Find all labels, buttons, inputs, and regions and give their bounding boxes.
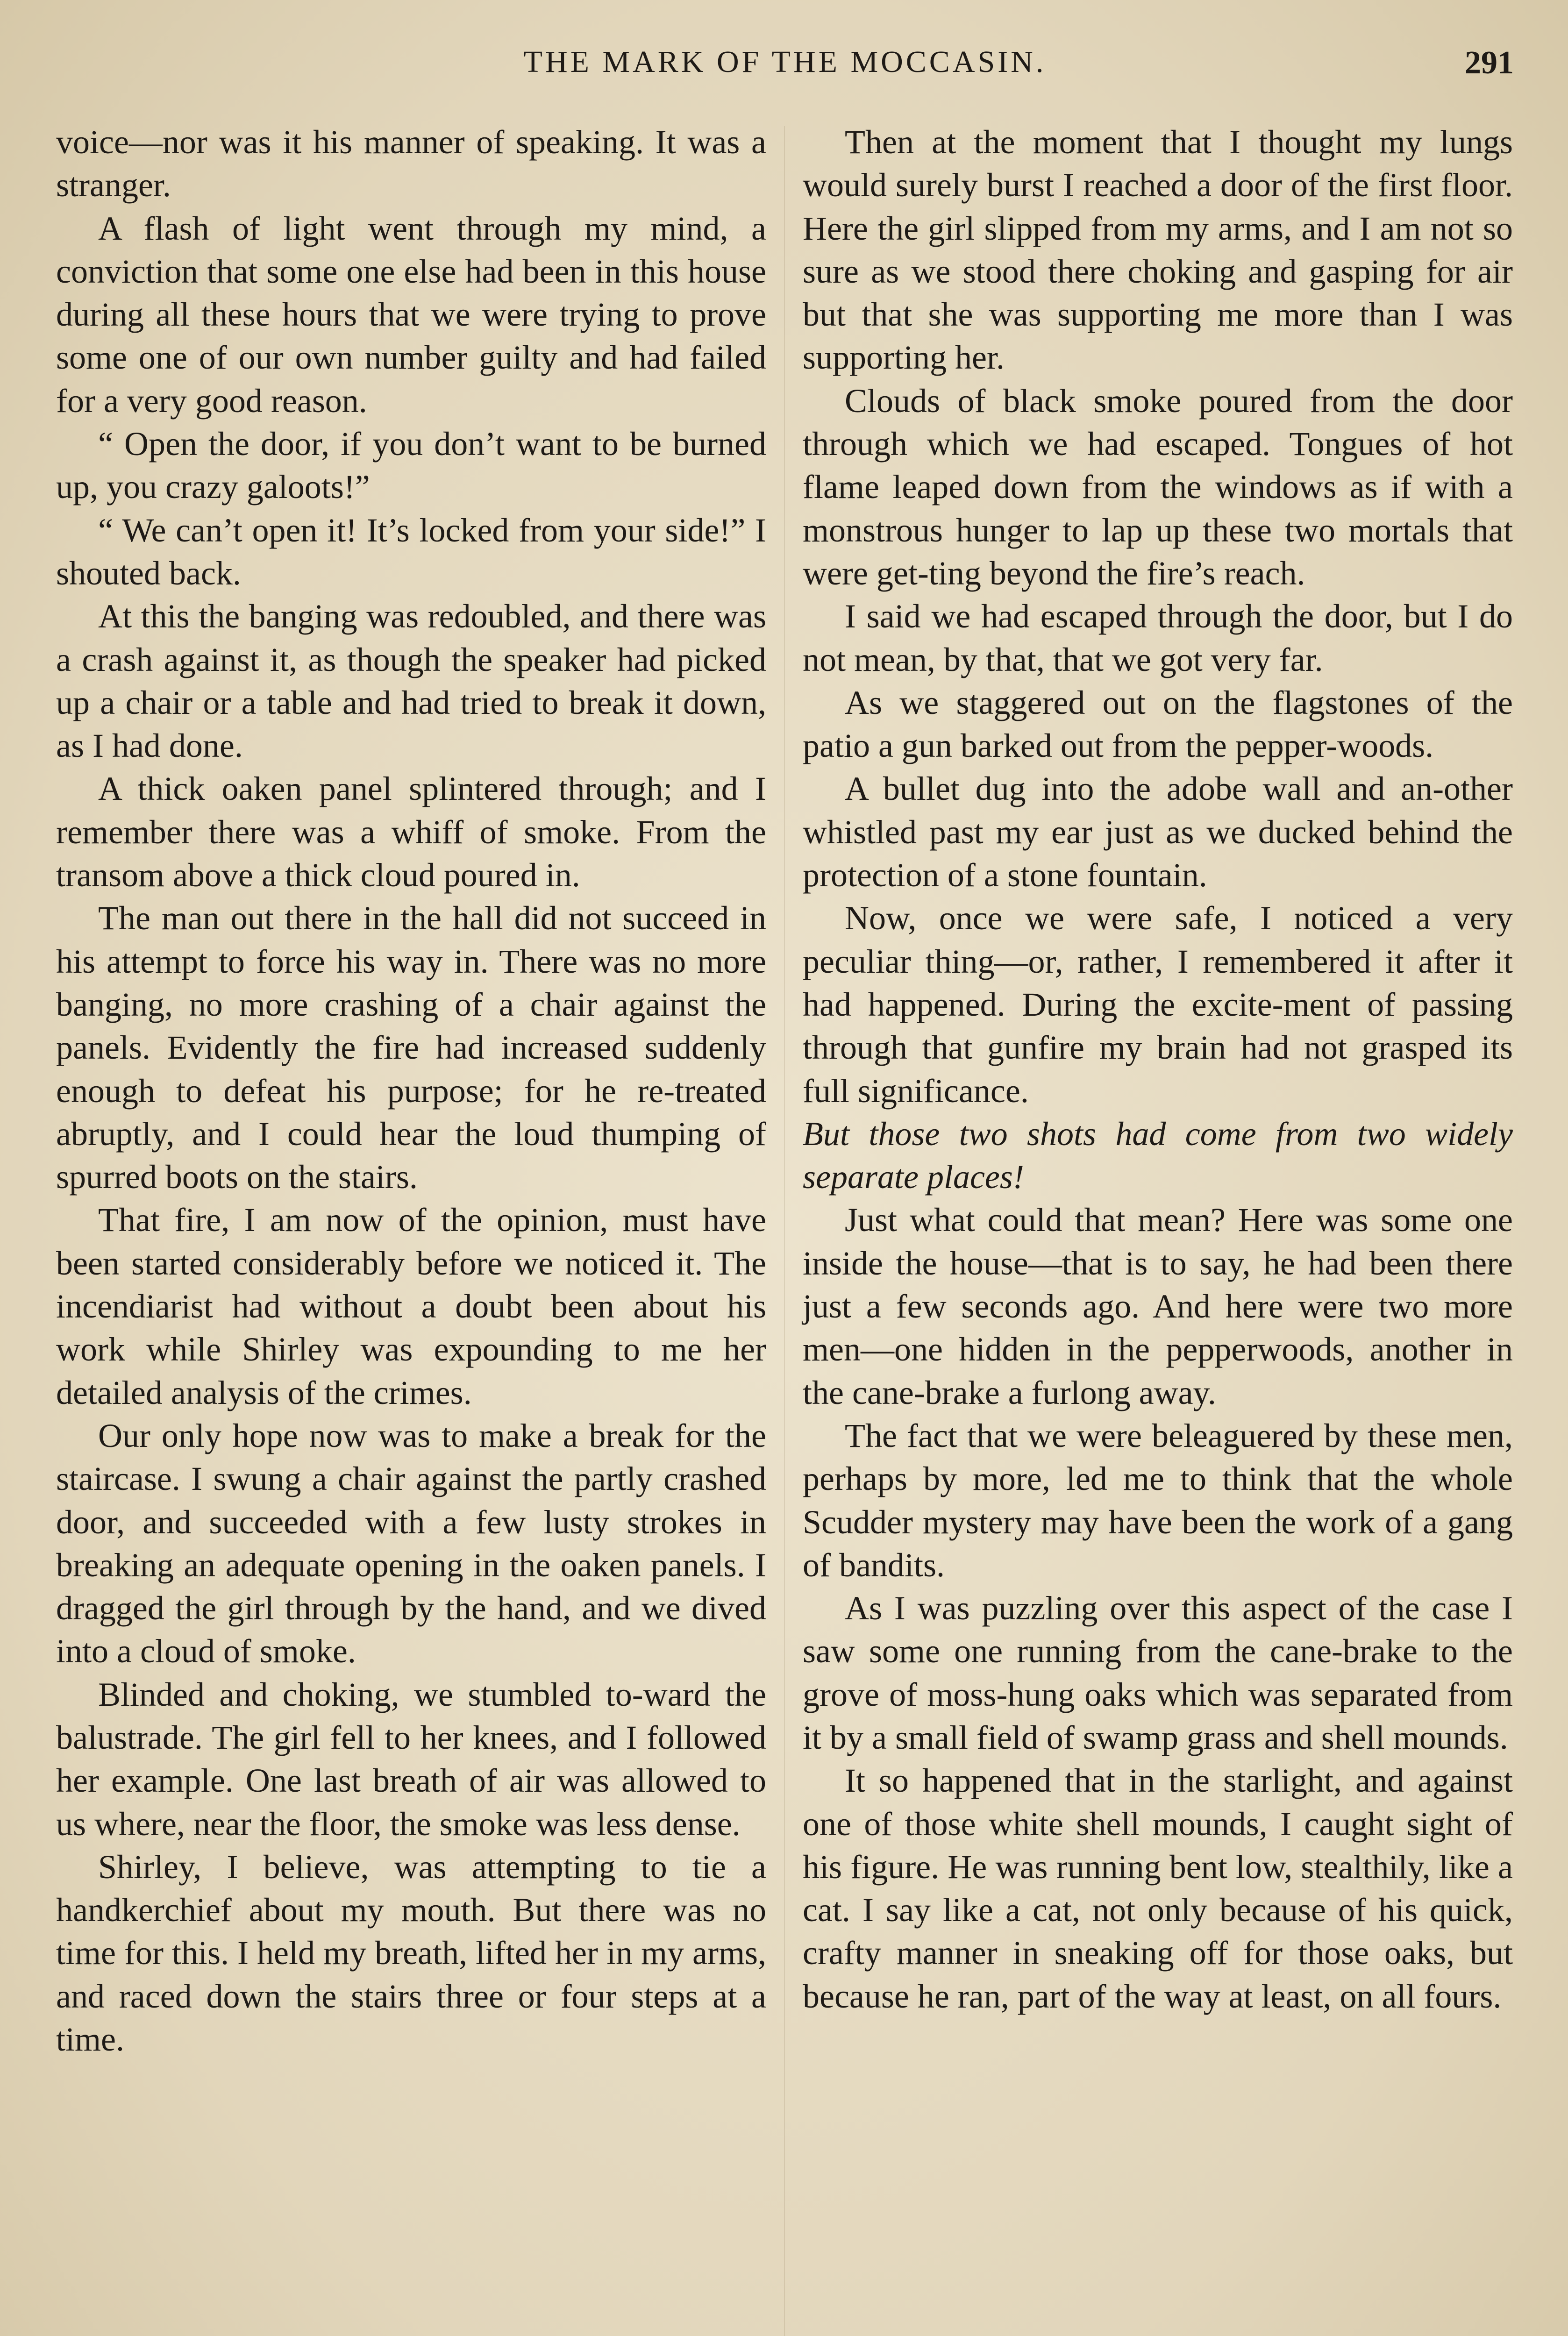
paragraph: Blinded and choking, we stumbled to-ward the balustrade. The girl fell to her knees, and I followed her example. One last breath of air was allowed to us where, near the floor, the smoke was less dense. [56, 1675, 766, 1843]
paragraph: Then at the moment that I thought my lungs would surely burst I reached a door of the first floor. Here the girl slipped from my arms, and I am not so sure as we stood there choking and gasping for air but that she was supporting me more than I was supporting her. [803, 123, 1513, 377]
paragraph: Now, once we were safe, I noticed a very peculiar thing—or, rather, I remembered it after it had happened. During the excite-ment of passing through that gunfire my brain had not grasped its full significance. [803, 899, 1513, 1110]
paragraph: A thick oaken panel splintered through; and I remember there was a whiff of smoke. From the transom above a thick cloud poured in. [56, 770, 766, 894]
paragraph: As we staggered out on the flagstones of the patio a gun barked out from the pepper-woods. [803, 684, 1513, 765]
paragraph: “ We can’t open it! It’s locked from your side!” I shouted back. [56, 511, 766, 592]
italic-paragraph [803, 1112, 1513, 1199]
page-header [56, 44, 1514, 100]
paragraph: Shirley, I believe, was attempting to tie a handkerchief about my mouth. But there was no time for this. I held my breath, lifted her in my arms, and raced down the stairs three or four steps at a time. [56, 1848, 766, 2058]
paragraph: I said we had escaped through the door, but I do not mean, by that, that we got very far. [803, 598, 1513, 678]
paragraph: voice—nor was it his manner of speaking. It was a stranger. [56, 123, 766, 204]
paragraph: A bullet dug into the adobe wall and an-other whistled past my ear just as we ducked behind the protection of a stone fountain. [803, 770, 1513, 894]
paragraph: The fact that we were beleaguered by these men, perhaps by more, led me to think that the whole Scudder mystery may have been the work of a gang of bandits. [803, 1417, 1513, 1584]
paragraph: The man out there in the hall did not succeed in his attempt to force his way in. There was no more banging, no more crashing of a chair against the panels. Evidently the fire had increased suddenly enough to defeat his purpose; for he re-treated abruptly, and I could hear the loud thumping of spurred boots on the stairs. [56, 899, 766, 1196]
right-column [803, 121, 1513, 2018]
left-column [56, 121, 766, 2061]
paragraph: It so happened that in the starlight, and against one of those white shell mounds, I caught sight of his figure. He was running bent low, stealthily, like a cat. I say like a cat, not only because of his quick, crafty manner in sneaking off for those oaks, but because he ran, part of the way at least, on all fours. [803, 1762, 1513, 2015]
paragraph: At this the banging was redoubled, and there was a crash against it, as though the speaker had picked up a chair or a table and had tried to break it down, as I had done. [56, 598, 766, 765]
paragraph: That fire, I am now of the opinion, must have been started considerably before we noticed it. The incendiarist had without a doubt been about his work while Shirley was expounding to me her detailed analysis of the crimes. [56, 1201, 766, 1411]
paragraph: Just what could that mean? Here was some one inside the house—that is to say, he had been there just a few seconds ago. And here were two more men—one hidden in the pepperwoods, another in the cane-brake a furlong away. [803, 1201, 1513, 1411]
paragraph: “ Open the door, if you don’t want to be burned up, you crazy galoots!” [56, 425, 766, 506]
column-gutter [784, 126, 785, 2336]
paragraph: As I was puzzling over this aspect of the case I saw some one running from the cane-brake to the grove of moss-hung oaks which was separated from it by a small field of swamp grass and shell mounds. [803, 1589, 1513, 1756]
paragraph: Clouds of black smoke poured from the door through which we had escaped. Tongues of hot flame leaped down from the windows as if with a monstrous hunger to lap up these two mortals that were get-ting beyond the fire’s reach. [803, 382, 1513, 592]
running-title: THE MARK OF THE MOCCASIN. [523, 45, 1047, 79]
paragraph: Our only hope now was to make a break for the staircase. I swung a chair against the partly crashed door, and succeeded with a few lusty strokes in breaking an adequate opening in the oaken panels. I dragged the girl through by the hand, and we dived into a cloud of smoke. [56, 1417, 766, 1670]
page-number: 291 [1465, 45, 1514, 81]
italic-text: But those two shots had come from two widely separate places! [803, 1115, 1513, 1196]
paragraph: A flash of light went through my mind, a conviction that some one else had been in this house during all these hours that we were trying to prove some one of our own number guilty and had failed for a very good reason. [56, 209, 766, 420]
